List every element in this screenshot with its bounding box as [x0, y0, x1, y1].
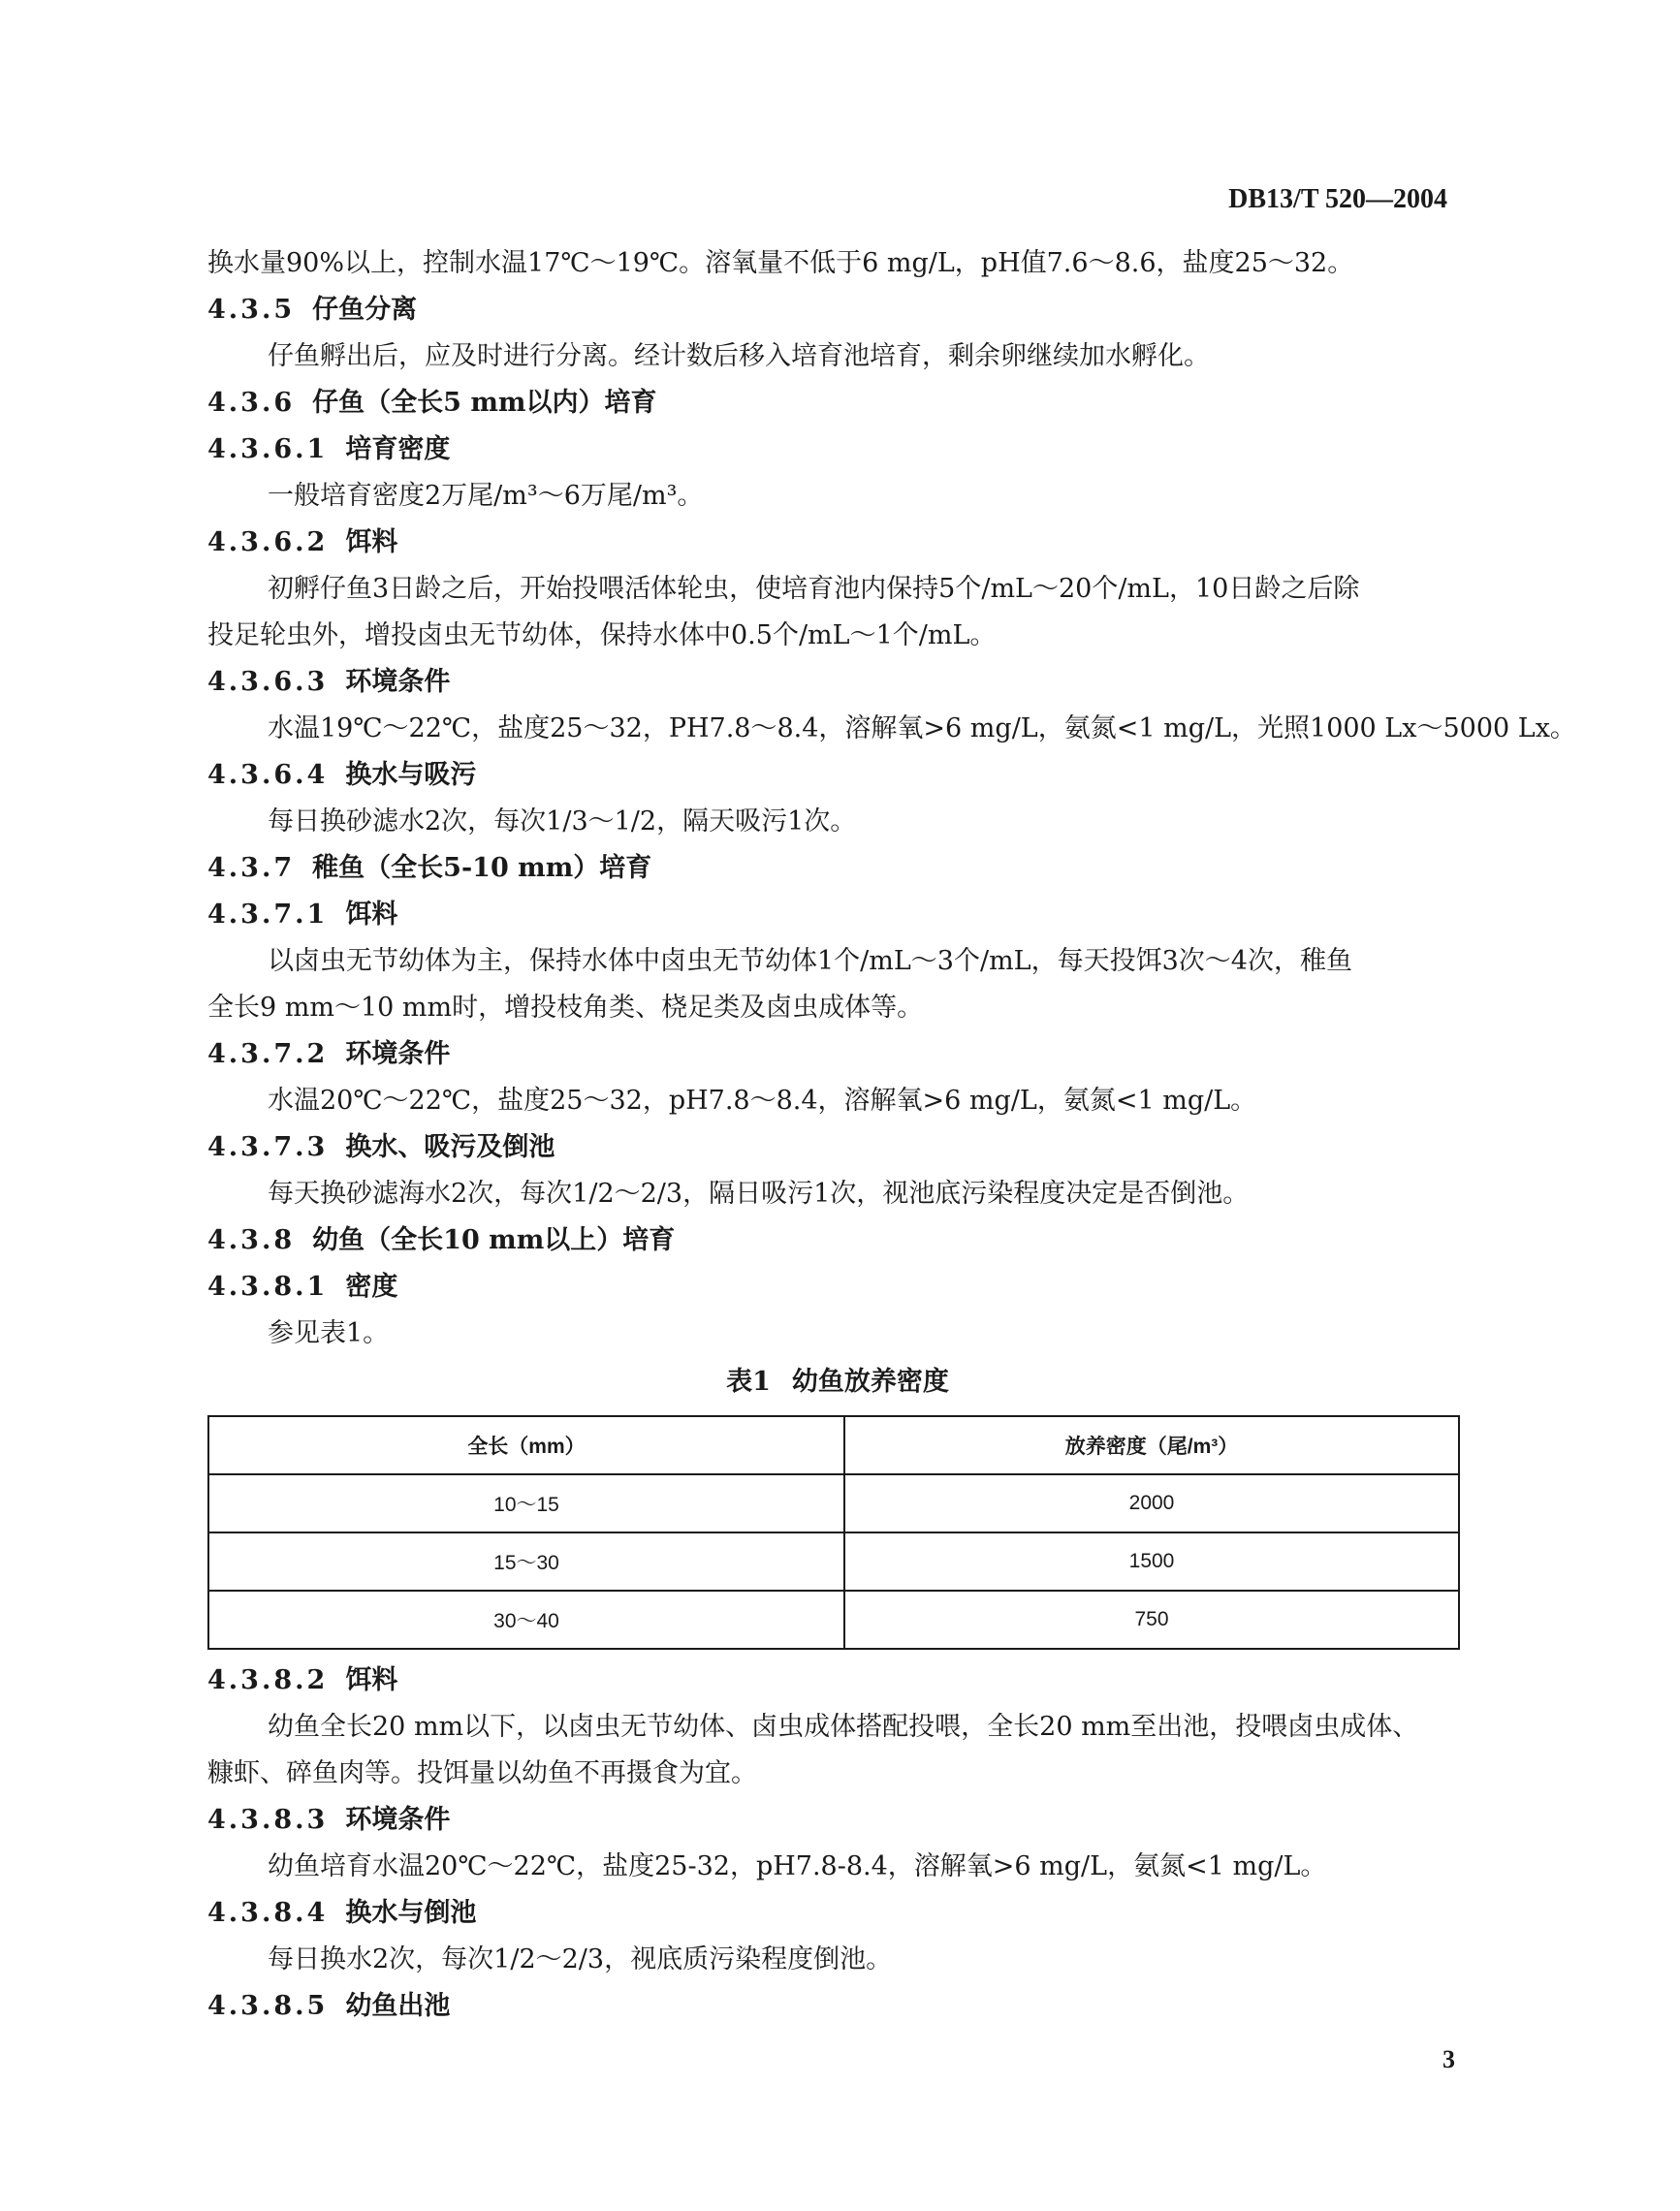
page-number: 3: [1442, 2045, 1455, 2073]
paragraph-line: 每日换砂滤水2次，每次1/3～1/2，隔天吸污1次。: [268, 806, 857, 837]
section-heading: [207, 1124, 1468, 1171]
paragraph-line: 幼鱼全长20 mm以下，以卤虫无节幼体、卤虫成体搭配投喂，全长20 mm至出池，投喂卤虫成体、: [268, 1712, 1419, 1742]
section-title: 仔鱼分离: [312, 295, 418, 325]
section-title: 饵料: [345, 527, 398, 557]
section-heading: [207, 845, 1468, 892]
paragraph-line: 水温20℃～22℃，盐度25～32，pH7.8～8.4，溶解氧>6 mg/L，氨氮<1 mg/L。: [268, 1086, 1257, 1116]
section-heading: [207, 1983, 1468, 2030]
section-text-after-table: [207, 1658, 1468, 2030]
section-number: 4.3.8.2: [207, 1665, 329, 1695]
paragraph-line: 仔鱼孵出后，应及时进行分离。经计数后移入培育池培育，剩余卵继续加水孵化。: [268, 341, 1210, 371]
section-title: 环境条件: [345, 667, 451, 697]
paragraph-line: 水温19℃～22℃，盐度25～32，PH7.8～8.4，溶解氧>6 mg/L，氨氮<1 mg/L，光照1000 Lx～5000 Lx。: [268, 713, 1576, 743]
paragraph-line: 投足轮虫外，增投卤虫无节幼体，保持水体中0.5个/mL～1个/mL。: [207, 620, 997, 650]
paragraph-line: 全长9 mm～10 mm时，增投枝角类、桡足类及卤虫成体等。: [207, 993, 924, 1023]
table-row: [208, 1532, 1459, 1591]
section-heading: [207, 1217, 1468, 1264]
paragraph-line: 每日换水2次，每次1/2～2/3，视底质污染程度倒池。: [268, 1944, 893, 1974]
section-title: 仔鱼（全长5 mm以内）培育: [312, 388, 657, 418]
header-density: 放养密度（尾/m³）: [844, 1416, 1459, 1474]
cell-density: 2000: [844, 1474, 1459, 1532]
cell-density: 1500: [844, 1532, 1459, 1591]
section-heading: [207, 287, 1468, 333]
document-id: DB13/T 520—2004: [1228, 184, 1447, 214]
section-title: 换水与倒池: [345, 1898, 477, 1928]
section-heading: [207, 1658, 1468, 1704]
section-title: 幼鱼出池: [345, 1991, 451, 2021]
section-number: 4.3.7.2: [207, 1039, 329, 1069]
section-title: 饵料: [345, 900, 398, 930]
section-number: 4.3.8: [207, 1225, 296, 1255]
section-number: 4.3.6.2: [207, 527, 329, 557]
table-row: [208, 1474, 1459, 1532]
section-number: 4.3.7: [207, 853, 296, 883]
paragraph-line: 换水量90%以上，控制水温17℃～19℃。溶氧量不低于6 mg/L，pH值7.6～8.6，盐度25～32。: [207, 248, 1354, 278]
section-heading: [207, 426, 1468, 473]
section-number: 4.3.8.4: [207, 1898, 329, 1928]
section-text-before-table: [207, 240, 1576, 1357]
paragraph-line: 参见表1。: [268, 1318, 390, 1348]
section-number: 4.3.7.3: [207, 1132, 329, 1162]
section-title: 环境条件: [345, 1805, 451, 1835]
section-heading: [207, 1031, 1468, 1078]
section-heading: [207, 380, 1468, 426]
section-number: 4.3.5: [207, 295, 296, 325]
section-title: 饵料: [345, 1665, 398, 1695]
section-number: 4.3.6.4: [207, 760, 329, 790]
section-title: 换水、吸污及倒池: [345, 1132, 555, 1162]
stocking-density-table: [207, 1415, 1460, 1650]
cell-length: 30～40: [208, 1591, 844, 1649]
section-number: 4.3.6: [207, 388, 296, 418]
section-heading: [207, 892, 1468, 938]
table-row: [208, 1591, 1459, 1649]
paragraph-line: 幼鱼培育水温20℃～22℃，盐度25-32，pH7.8-8.4，溶解氧>6 mg/L，氨氮<1 mg/L。: [268, 1851, 1327, 1881]
section-heading: [207, 520, 1468, 566]
table-caption-number: 表1: [726, 1367, 771, 1397]
section-heading: [207, 752, 1468, 799]
cell-length: 10～15: [208, 1474, 844, 1532]
document-body: [207, 240, 1576, 2030]
section-number: 4.3.6.3: [207, 667, 329, 697]
section-title: 幼鱼（全长10 mm以上）培育: [312, 1225, 676, 1255]
section-title: 换水与吸污: [345, 760, 477, 790]
section-heading: [207, 659, 1468, 706]
cell-length: 15～30: [208, 1532, 844, 1591]
section-number: 4.3.8.3: [207, 1805, 329, 1835]
table-caption-title: 幼鱼放养密度: [791, 1367, 949, 1397]
section-title: 环境条件: [345, 1039, 451, 1069]
section-title: 培育密度: [345, 434, 451, 464]
section-heading: [207, 1797, 1468, 1844]
table-caption: [207, 1357, 1468, 1407]
section-title: 稚鱼（全长5-10 mm）培育: [312, 853, 652, 883]
section-number: 4.3.8.5: [207, 1991, 329, 2021]
paragraph-line: 糠虾、碎鱼肉等。投饵量以幼鱼不再摄食为宜。: [207, 1758, 757, 1788]
cell-density: 750: [844, 1591, 1459, 1649]
paragraph-line: 每天换砂滤海水2次，每次1/2～2/3，隔日吸污1次，视池底污染程度决定是否倒池。: [268, 1179, 1250, 1209]
header-length: 全长（mm）: [208, 1416, 844, 1474]
section-title: 密度: [345, 1272, 398, 1302]
table-header-row: [208, 1416, 1459, 1474]
paragraph-line: 一般培育密度2万尾/m³～6万尾/m³。: [268, 481, 704, 511]
section-heading: [207, 1890, 1468, 1937]
paragraph-line: 以卤虫无节幼体为主，保持水体中卤虫无节幼体1个/mL～3个/mL，每天投饵3次～4次，稚鱼: [268, 946, 1352, 976]
paragraph-line: 初孵仔鱼3日龄之后，开始投喂活体轮虫，使培育池内保持5个/mL～20个/mL，10日龄之后除: [268, 574, 1360, 604]
section-number: 4.3.7.1: [207, 900, 329, 930]
section-number: 4.3.8.1: [207, 1272, 329, 1302]
section-heading: [207, 1264, 1468, 1311]
section-number: 4.3.6.1: [207, 434, 329, 464]
